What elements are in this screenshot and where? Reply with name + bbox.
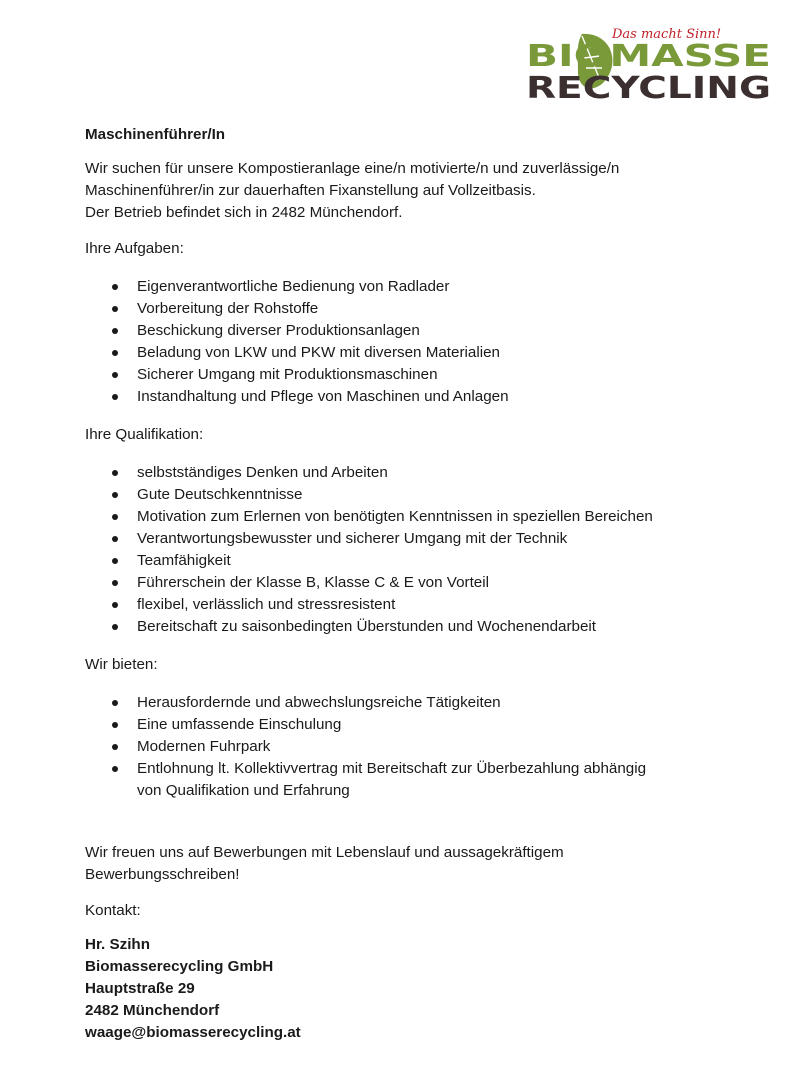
bullet-icon [112, 492, 118, 498]
contact-email[interactable]: waage@biomasserecycling.at [85, 1024, 301, 1041]
intro-text [85, 158, 765, 224]
list-item: Beladung von LKW und PKW mit diversen Materialien [85, 342, 765, 364]
bullet-icon [112, 284, 118, 290]
bullet-icon [112, 580, 118, 586]
bullet-icon [112, 350, 118, 356]
bullet-icon [112, 700, 118, 706]
list-item: Herausfordernde und abwechslungsreiche Tätigkeiten [85, 692, 765, 714]
list-item: Instandhaltung und Pflege von Maschinen und Anlagen [85, 386, 765, 408]
qualification-heading: Ihre Qualifikation: [85, 426, 204, 443]
logo-line1: BIOMASSE [526, 39, 771, 74]
bullet-icon [112, 328, 118, 334]
list-item: Modernen Fuhrpark [85, 736, 765, 758]
bullet-icon [112, 306, 118, 312]
contact-label: Kontakt: [85, 902, 141, 919]
closing-line: Wir freuen uns auf Bewerbungen mit Lebenslauf und aussagekräftigem [85, 844, 564, 861]
closing-line: Bewerbungsschreiben! [85, 866, 240, 883]
closing-text [85, 842, 765, 886]
contact-city: 2482 Münchendorf [85, 1002, 220, 1019]
logo-slogan: Das macht Sinn! [612, 27, 722, 42]
bullet-icon [112, 394, 118, 400]
job-title: Maschinenführer/In [85, 126, 226, 143]
bullet-icon [112, 722, 118, 728]
bullet-icon [112, 744, 118, 750]
intro-line: Wir suchen für unsere Kompostieranlage eine/n motivierte/n und zuverlässige/n [85, 160, 620, 177]
list-item: Bereitschaft zu saisonbedingten Überstunden und Wochenendarbeit [85, 616, 765, 638]
offer-heading: Wir bieten: [85, 656, 158, 673]
contact-block [85, 934, 765, 1044]
job-posting [85, 124, 765, 1044]
qualification-list [85, 462, 765, 638]
bullet-icon [112, 602, 118, 608]
bullet-icon [112, 766, 118, 772]
list-item: flexibel, verlässlich und stressresistent [85, 594, 765, 616]
offer-list [85, 692, 765, 802]
tasks-heading: Ihre Aufgaben: [85, 240, 184, 257]
contact-company: Biomasserecycling GmbH [85, 958, 274, 975]
company-logo [520, 22, 775, 104]
list-item: Motivation zum Erlernen von benötigten Kenntnissen in speziellen Bereichen [85, 506, 765, 528]
list-item: Entlohnung lt. Kollektivvertrag mit Bereitschaft zur Überbezahlung abhängig von Qualifikation und Erfahrung [85, 758, 765, 802]
tasks-list [85, 276, 765, 408]
bullet-icon [112, 470, 118, 476]
intro-line: Der Betrieb befindet sich in 2482 Münchendorf. [85, 204, 403, 221]
bullet-icon [112, 558, 118, 564]
list-item: Sicherer Umgang mit Produktionsmaschinen [85, 364, 765, 386]
contact-street: Hauptstraße 29 [85, 980, 195, 997]
list-item: Gute Deutschkenntnisse [85, 484, 765, 506]
list-item: Teamfähigkeit [85, 550, 765, 572]
list-item: Vorbereitung der Rohstoffe [85, 298, 765, 320]
list-item: Eigenverantwortliche Bedienung von Radlader [85, 276, 765, 298]
list-item: selbstständiges Denken und Arbeiten [85, 462, 765, 484]
list-item: Verantwortungsbewusster und sicherer Umgang mit der Technik [85, 528, 765, 550]
bullet-icon [112, 624, 118, 630]
list-item: Führerschein der Klasse B, Klasse C & E von Vorteil [85, 572, 765, 594]
bullet-icon [112, 536, 118, 542]
bullet-icon [112, 372, 118, 378]
contact-name: Hr. Szihn [85, 936, 150, 953]
intro-line: Maschinenführer/in zur dauerhaften Fixanstellung auf Vollzeitbasis. [85, 182, 536, 199]
list-item: Eine umfassende Einschulung [85, 714, 765, 736]
list-item: Beschickung diverser Produktionsanlagen [85, 320, 765, 342]
bullet-icon [112, 514, 118, 520]
logo-line2: RECYCLING [526, 71, 771, 104]
